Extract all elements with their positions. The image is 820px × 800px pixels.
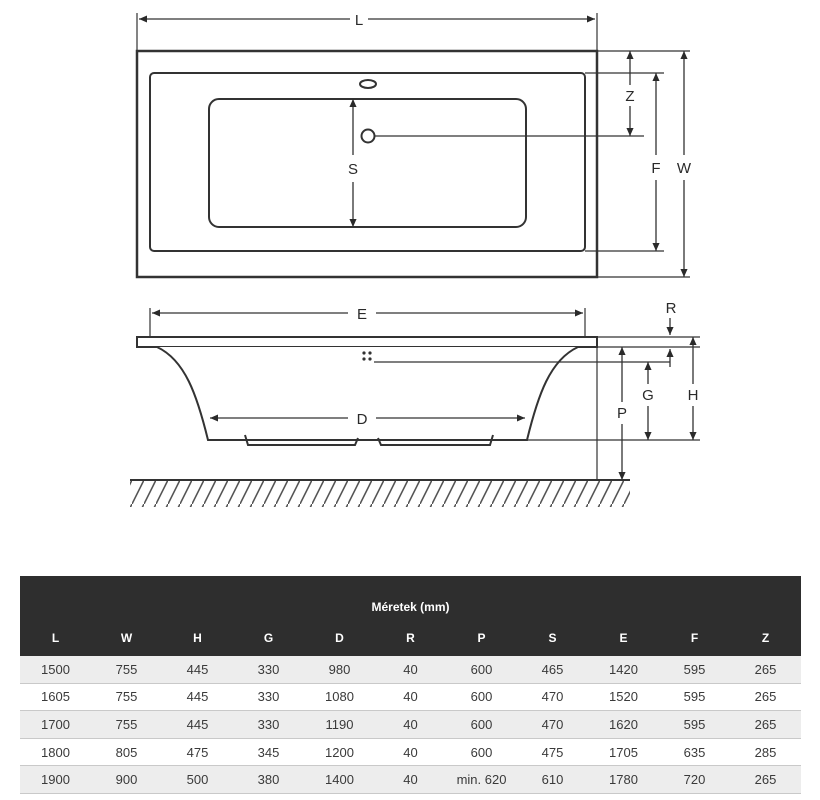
table-cell: 465	[517, 656, 588, 683]
table-cell: 40	[375, 711, 446, 739]
table-cell: 285	[730, 738, 801, 766]
table-cell: 600	[446, 711, 517, 739]
table-cell: 1800	[20, 738, 91, 766]
column-header-g: G	[233, 620, 304, 656]
column-header-s: S	[517, 620, 588, 656]
dim-label-h: H	[687, 387, 699, 404]
column-header-z: Z	[730, 620, 801, 656]
column-header-l: L	[20, 620, 91, 656]
column-header-e: E	[588, 620, 659, 656]
column-header-r: R	[375, 620, 446, 656]
table-caption: Méretek (mm)	[20, 576, 801, 620]
column-header-w: W	[91, 620, 162, 656]
table-cell: 1780	[588, 766, 659, 794]
dim-label-w: W	[676, 160, 692, 177]
column-header-h: H	[162, 620, 233, 656]
table-cell: 755	[91, 656, 162, 683]
table-row	[20, 656, 801, 683]
column-header-d: D	[304, 620, 375, 656]
table-cell: 40	[375, 683, 446, 711]
table-row	[20, 711, 801, 739]
dim-label-z: Z	[625, 88, 635, 105]
table-cell: 755	[91, 711, 162, 739]
column-header-p: P	[446, 620, 517, 656]
table-cell: 1190	[304, 711, 375, 739]
table-cell: 445	[162, 711, 233, 739]
table-cell: 40	[375, 766, 446, 794]
table-cell: 470	[517, 683, 588, 711]
table-cell: 40	[375, 656, 446, 683]
table-cell: 475	[517, 738, 588, 766]
dim-label-p: P	[616, 405, 628, 422]
table-cell: 610	[517, 766, 588, 794]
table-cell: 1900	[20, 766, 91, 794]
tub-rim-profile	[137, 337, 597, 347]
table-cell: 595	[659, 711, 730, 739]
table-cell: min. 620	[446, 766, 517, 794]
table-cell: 755	[91, 683, 162, 711]
table-cell: 900	[91, 766, 162, 794]
side-view	[130, 300, 700, 507]
table-cell: 1400	[304, 766, 375, 794]
table-cell: 805	[91, 738, 162, 766]
table-cell: 265	[730, 683, 801, 711]
table-cell: 595	[659, 683, 730, 711]
overflow-icon	[360, 80, 376, 88]
table-row	[20, 738, 801, 766]
dim-label-r: R	[665, 300, 677, 317]
table-cell: 1620	[588, 711, 659, 739]
drain-icon	[362, 130, 375, 143]
table-cell: 1520	[588, 683, 659, 711]
table-cell: 475	[162, 738, 233, 766]
table-cell: 330	[233, 711, 304, 739]
dimensions-table	[20, 576, 801, 794]
table-cell: 1500	[20, 656, 91, 683]
dim-label-f: F	[651, 160, 661, 177]
table-cell: 265	[730, 656, 801, 683]
table-cell: 1700	[20, 711, 91, 739]
table-cell: 500	[162, 766, 233, 794]
tub-body-profile	[157, 347, 578, 440]
table-row	[20, 766, 801, 794]
table-cell: 635	[659, 738, 730, 766]
table-cell: 470	[517, 711, 588, 739]
table-cell: 1200	[304, 738, 375, 766]
top-view	[137, 12, 692, 277]
dim-label-d: D	[356, 411, 368, 428]
table-cell: 720	[659, 766, 730, 794]
table-header-row	[20, 620, 801, 656]
table-cell: 380	[233, 766, 304, 794]
table-cell: 980	[304, 656, 375, 683]
table-cell: 345	[233, 738, 304, 766]
table-cell: 600	[446, 738, 517, 766]
dim-label-l: L	[354, 12, 364, 29]
dim-label-g: G	[642, 387, 654, 404]
column-header-f: F	[659, 620, 730, 656]
table-cell: 265	[730, 766, 801, 794]
floor-hatching	[130, 481, 630, 507]
table-cell: 595	[659, 656, 730, 683]
table-cell: 600	[446, 656, 517, 683]
table-cell: 600	[446, 683, 517, 711]
dim-label-s: S	[347, 161, 359, 178]
table-cell: 445	[162, 656, 233, 683]
tub-basin-floor	[209, 99, 526, 227]
table-row	[20, 683, 801, 711]
table-cell: 1080	[304, 683, 375, 711]
table-cell: 330	[233, 656, 304, 683]
table-cell: 1705	[588, 738, 659, 766]
table-cell: 445	[162, 683, 233, 711]
table-cell: 330	[233, 683, 304, 711]
table-cell: 1420	[588, 656, 659, 683]
table-cell: 40	[375, 738, 446, 766]
table-cell: 265	[730, 711, 801, 739]
table-cell: 1605	[20, 683, 91, 711]
dim-label-e: E	[356, 306, 368, 323]
